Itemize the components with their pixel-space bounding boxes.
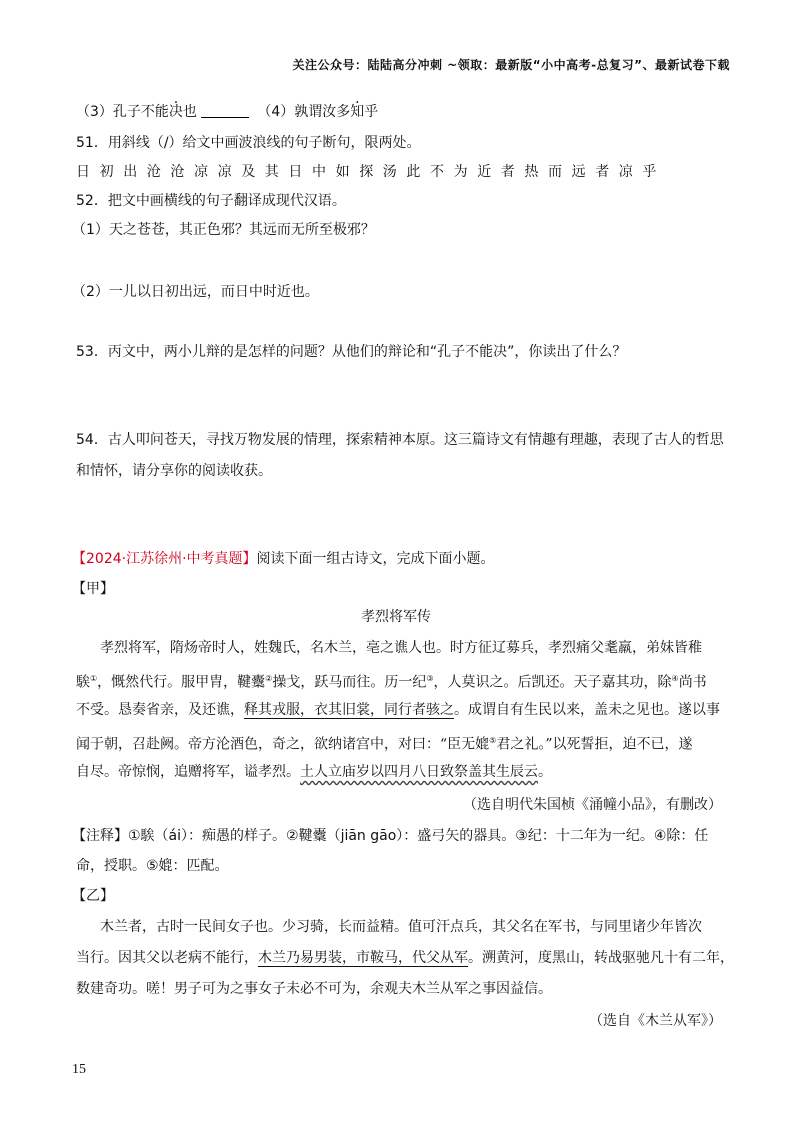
yi-line1: 木兰者，古时一民间女子也。少习骑，长而益精。值可汗点兵，其父名在军书，与同里诸少年皆次	[100, 919, 702, 935]
notes-line2: 命，授职。⑤媲：匹配。	[76, 858, 229, 874]
footnote-marker: ⑤	[489, 736, 497, 745]
section-instruction: 阅读下面一组古诗文，完成下面小题。	[256, 551, 495, 567]
jia-line4	[76, 731, 693, 755]
q54-line1: 54．古人叩问苍天，寻找万物发展的情理，探索精神本原。这三篇诗文有情趣有理趣，表现了古人的哲思	[76, 432, 724, 448]
jia-wavy-sentence: 土人立庙岁以四月八日致祭盖其生辰云	[300, 764, 538, 780]
jia-text: 君之礼。”以死誓拒，迫不已，遂	[496, 736, 693, 753]
yi-text: 当行。因其父以老病不能行，	[76, 950, 258, 966]
jia-underlined-sentence: 释其戎服，衣其旧裳，同行者骇之	[244, 702, 454, 718]
yi-line2	[76, 948, 734, 968]
yi-source: （选自《木兰从军》）	[589, 1013, 722, 1029]
jia-text: 自尽。帝惊悯，追赠将军，谥孝烈。	[76, 764, 300, 780]
jia-line3	[76, 700, 720, 720]
q50-item3-prefix: （3）孔子不能	[76, 104, 169, 120]
q50-item3-blank[interactable]	[201, 103, 249, 118]
q50-item4-dotted-char: 知	[350, 104, 365, 120]
q51-stem: 51．用斜线（/）给文中画波浪线的句子断句，限两处。	[76, 135, 421, 151]
exam-source-tag: 【2024·江苏徐州·中考真题】	[72, 551, 257, 567]
jia-text: 。成谓自有生民以来，盖未之见也。遂以事	[454, 702, 720, 718]
jia-text: ，人莫识之。后凯还。天子嘉其功，除	[433, 674, 672, 691]
footnote-marker: ③	[426, 674, 434, 683]
page-header: 关注公众号：陆陆高分冲刺 ~领取：最新版“小中高考-总复习”、最新试卷下载	[292, 58, 730, 72]
q52-item1: （1）天之苍苍，其正色邪？其远而无所至极邪？	[72, 222, 375, 238]
yi-underlined-sentence: 木兰乃易男装，市鞍马，代父从军	[258, 950, 468, 966]
footnote-marker: ①	[90, 674, 98, 683]
q54-line2: 和情怀，请分享你的阅读收获。	[76, 463, 272, 479]
jia-title: 孝烈将军传	[361, 609, 431, 625]
page-number: 15	[72, 1062, 86, 1077]
jia-text: 不受。恳奏省亲，及还谯，	[76, 702, 244, 718]
footnote-marker: ④	[671, 674, 679, 683]
q53-stem: 53．丙文中，两小儿辩的是怎样的问题？从他们的辩论和“孔子不能决”，你读出了什么？	[76, 344, 627, 360]
notes-line1: 【注释】①騃（ái）：痴愚的样子。②鞬櫜（jiān gāo）：盛弓矢的器具。③纪：十二年为一纪。④除：任	[72, 828, 709, 844]
jia-label: 【甲】	[72, 581, 114, 597]
jia-line1: 孝烈将军，隋炀帝时人，姓魏氏，名木兰，亳之谯人也。时方征辽募兵，孝烈痛父耄羸，弟妹皆稚	[100, 640, 702, 656]
jia-line5	[76, 762, 552, 782]
jia-line2	[76, 669, 707, 693]
yi-text: 。溯黄河，度黑山，转战驱驰凡十有二年，	[468, 950, 734, 966]
q50-item3-suffix: 也	[182, 104, 197, 120]
q50-items	[76, 102, 378, 122]
jia-text: 闻于朝，召赴阙。帝方沦酒色，奇之，欲纳诸宫中，对曰：“臣无媲	[76, 736, 490, 753]
footnote-marker: ②	[265, 674, 273, 683]
yi-line3: 数建奇功。嗟！男子可为之事女子未必不可为，余观夫木兰从军之事因益信。	[76, 981, 552, 997]
yi-label: 【乙】	[72, 888, 114, 904]
q50-item3-dotted-char: 决	[168, 104, 183, 120]
q52-stem: 52．把文中画横线的句子翻译成现代汉语。	[76, 193, 346, 209]
q51-sentence: 日初出沧沧凉凉及其日中如探汤此不为近者热而远者凉乎	[76, 164, 666, 180]
jia-text: 。	[538, 764, 552, 780]
q50-item4-suffix: 乎	[364, 104, 379, 120]
jia-text: 騃	[76, 674, 90, 691]
q52-item2: （2）一儿以日初出远，而日中时近也。	[72, 284, 319, 300]
section-heading	[72, 549, 495, 569]
jia-source: （选自明代朱国桢《涌幢小品》，有删改）	[463, 797, 722, 813]
jia-text: 尚书	[678, 674, 707, 691]
jia-text: ，慨然代行。服甲胄，鞬櫜	[97, 674, 266, 691]
q50-item4-prefix: （4）孰谓汝多	[257, 104, 351, 120]
jia-text: 操戈，跃马而往。历一纪	[272, 674, 427, 691]
